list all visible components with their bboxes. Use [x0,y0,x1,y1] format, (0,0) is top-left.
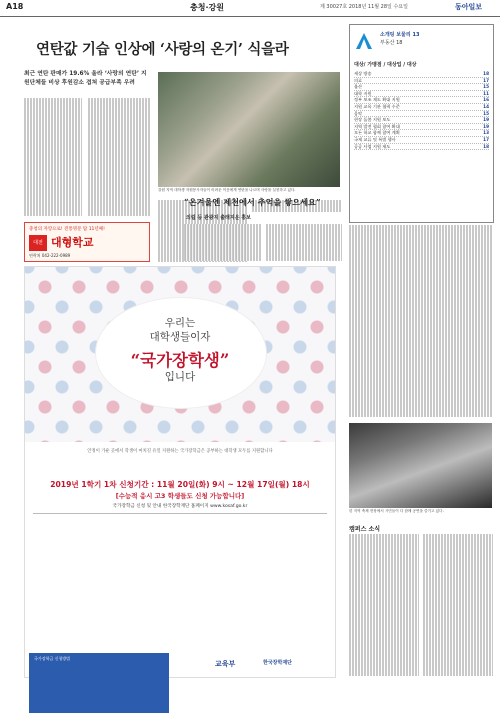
article-body-column [349,225,492,420]
toc-item[interactable]: 의료 17 [354,77,489,83]
ad-info-text: 국가장학금 신청방법 [34,656,71,661]
article-body-column [24,98,82,218]
toc-item[interactable]: 모든 학교 함께 참여 계획 13 [354,130,489,136]
school-logo: 대전 [29,235,47,251]
article-body-column [266,224,342,264]
logo-icon [354,31,374,51]
ad-headline: “국가장학생” [130,351,230,370]
school-name: 대형학교 [51,236,94,249]
toc-item[interactable]: 공공 사업 지원 제도 18 [354,143,489,149]
ad-line-2: 대학생들이자 [149,331,211,343]
page-number: A18 [6,2,24,11]
article-body-column [88,98,150,218]
ad-subtitle: [수능적 응시 고3 학생들도 신청 가능합니다] [115,492,245,500]
ad-detail[interactable]: 국가장학금 신청 및 안내 한국장학재단 홈페이지 www.kosaf.go.kr [112,504,248,509]
photo-caption: 한 지역 축제 현장에서 시민들이 다 함께 공연을 즐기고 있다. [349,509,444,513]
school-advertisement[interactable] [24,222,150,262]
festival-photo [349,423,492,508]
issue-info: 제 30027호 2018년 11월 28일 수요일 [320,4,408,10]
ad-tagline: 충청의 자랑으로! 전통명문 탑 11년째! [29,227,105,232]
second-headline: “온겨울엔 제천에서 추억을 쌓으세요” [184,197,321,207]
toc-item[interactable]: 정부 보조 제도 확대 지원 16 [354,97,489,103]
main-headline: 연탄값 기습 인상에 ‘사랑의 온기’ 식을라 [36,41,289,58]
toc-item[interactable]: 국제 교류 및 특별 행사 17 [354,136,489,142]
article-lead: 최근 연탄 판매가 19.6% 올라 ‘사랑의 연탄’ 지원단체들 비상 후원감소 겹쳐 공급부족 우려 [24,71,147,86]
toc-section-label: 대상/ 가맹점 / 대상업 / 대상 [354,62,417,68]
toc-item[interactable]: 울산 15 [354,84,489,90]
ad-divider [33,513,327,514]
toc-list [354,71,489,150]
ad-line-4: 입니다 [164,371,196,383]
foundation-logo: 한국장학재단 [263,660,292,666]
newspaper-brand: 동아일보 [455,3,483,11]
ad-small-text: 안정이 가운 곳에서 학생이 마치길 유일 지원하는 국가장학금은 공부하는 대학생 모두를 지원합니다 [87,449,273,454]
article-body-column [349,534,419,680]
volunteer-photo [158,72,340,187]
toc-subtitle: 부동산 18 [380,40,403,46]
toc-item[interactable]: 음악 15 [354,110,489,116]
toc-item[interactable]: 지역 발전 협회 참여 확대 19 [354,123,489,129]
article-body-column [423,534,493,680]
ad-line-1: 우리는 [164,317,196,329]
ministry-logo: 교육부 [215,660,236,668]
photo-caption: 강원 지역 대학생 자원봉사자들이 어려운 이웃에게 연탄을 나르며 사랑을 실천하고 있다. [158,188,296,192]
ad-contact: 연락처 042-222-0989 [29,253,71,258]
scholarship-advertisement[interactable] [24,266,336,678]
second-subhead: 의림 등 관광지 출래지운 홍보 [186,215,251,221]
ad-info-box [29,653,169,713]
toc-item[interactable]: 세상 방송 18 [354,71,489,76]
toc-item[interactable]: 현장 돌봄 지원 보도 19 [354,117,489,123]
article-body-column [184,224,262,264]
campus-news-title: 캠퍼스 소식 [349,526,381,533]
toc-item[interactable]: 대학 지원 11 [354,90,489,96]
toc-item[interactable]: 지원 교육 기관 협력 수준 14 [354,103,489,109]
section-title: 충청·강원 [190,3,224,12]
page-header [0,0,500,17]
toc-title: 소개팅 보물리 13 [380,32,420,38]
table-of-contents-box [349,24,494,223]
ad-date: 2019년 1학기 1차 신청기간 : 11월 20일(화) 9시 ~ 12월 17일(월) 18시 [50,480,310,489]
